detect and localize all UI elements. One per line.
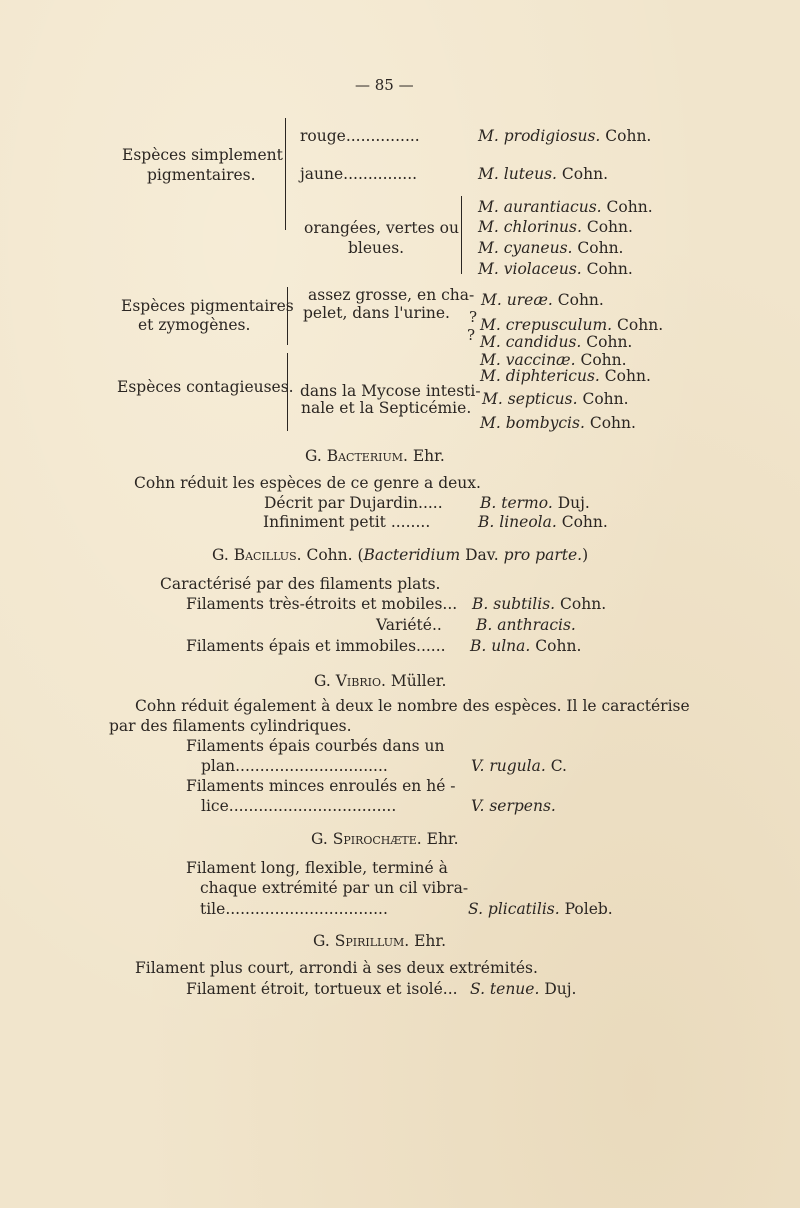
bacillus-row-1-species: B. subtilis. Cohn. xyxy=(472,595,607,613)
heading-spirillum: G. Spirillum. Ehr. xyxy=(313,932,447,950)
group-label-zymo-l1: Espèces pigmentaires xyxy=(121,297,294,315)
question-mark-2: ? xyxy=(467,326,476,344)
bacillus-row-3-species: B. ulna. Cohn. xyxy=(470,637,582,655)
spirochaete-l2: chaque extrémité par un cil vibra- xyxy=(200,879,469,897)
bacterium-row-2-desc: Infiniment petit ........ xyxy=(263,513,431,531)
bacillus-row-2-species: B. anthracis. xyxy=(476,616,576,634)
descriptor-jaune: jaune............... xyxy=(300,165,418,183)
bacterium-row-1-desc: Décrit par Dujardin..... xyxy=(264,494,443,512)
heading-bacillus: G. Bacillus. Cohn. (Bacteridium Dav. pro parte.) xyxy=(212,546,589,564)
group-label-zymo-l2: et zymogènes. xyxy=(138,316,251,334)
bacillus-row-3-desc: Filaments épais et immobiles...... xyxy=(186,637,446,655)
spirillum-desc: Filament étroit, tortueux et isolé... xyxy=(186,980,458,998)
species-bombycis: M. bombycis. Cohn. xyxy=(480,414,636,432)
species-aurantiacus: M. aurantiacus. Cohn. xyxy=(478,198,653,216)
bacillus-row-1-desc: Filaments très-étroits et mobiles... xyxy=(186,595,458,613)
descriptor-mycose-l2: nale et la Septicémie. xyxy=(301,399,472,417)
bacterium-row-1-species: B. termo. Duj. xyxy=(480,494,590,512)
group-label-contag: Espèces contagieuses. xyxy=(117,378,294,396)
brace-right-orange xyxy=(461,196,462,274)
vibrio-row-2-species: V. serpens. xyxy=(471,797,556,815)
vibrio-row-1-l2: plan............................... xyxy=(201,757,388,775)
species-ureae: M. ureæ. Cohn. xyxy=(481,291,604,309)
spirillum-intro: Filament plus court, arrondi à ses deux extrémités. xyxy=(135,959,538,977)
species-luteus: M. luteus. Cohn. xyxy=(478,165,608,183)
descriptor-grosse-l1: assez grosse, en cha- xyxy=(308,286,475,304)
brace-left-zymo xyxy=(287,287,288,345)
vibrio-row-1-l1: Filaments épais courbés dans un xyxy=(186,737,445,755)
spirillum-species: S. tenue. Duj. xyxy=(470,980,577,998)
species-chlorinus: M. chlorinus. Cohn. xyxy=(478,218,633,236)
page-number: — 85 — xyxy=(355,76,414,94)
species-diphtericus: M. diphtericus. Cohn. xyxy=(480,367,651,385)
species-crepusculum: M. crepusculum. Cohn. xyxy=(480,316,664,334)
vibrio-intro-l2: par des filaments cylindriques. xyxy=(109,717,352,735)
descriptor-orange-l2: bleues. xyxy=(348,239,405,257)
descriptor-rouge: rouge............... xyxy=(300,127,420,145)
spirochaete-l3: tile................................. xyxy=(200,900,388,918)
group-label-simple-l2: pigmentaires. xyxy=(147,166,256,184)
bacillus-intro: Caractérisé par des filaments plats. xyxy=(160,575,441,593)
species-vaccinae: M. vaccinæ. Cohn. xyxy=(480,351,627,369)
descriptor-orange-l1: orangées, vertes ou xyxy=(304,219,459,237)
bacterium-row-2-species: B. lineola. Cohn. xyxy=(478,513,608,531)
descriptor-mycose-l1: dans la Mycose intesti- xyxy=(300,382,481,400)
vibrio-row-2-l1: Filaments minces enroulés en hé - xyxy=(186,777,456,795)
question-mark-1: ? xyxy=(469,308,478,326)
bacterium-intro: Cohn réduit les espèces de ce genre a deux. xyxy=(134,474,481,492)
heading-spirochaete: G. Spirochæte. Ehr. xyxy=(311,830,459,848)
species-septicus: M. septicus. Cohn. xyxy=(482,390,629,408)
species-prodigiosus: M. prodigiosus. Cohn. xyxy=(478,127,652,145)
heading-vibrio: G. Vibrio. Müller. xyxy=(314,672,447,690)
spirochaete-l1: Filament long, flexible, terminé à xyxy=(186,859,448,877)
descriptor-grosse-l2: pelet, dans l'urine. xyxy=(303,304,450,322)
group-label-simple-l1: Espèces simplement xyxy=(122,146,283,164)
species-candidus: M. candidus. Cohn. xyxy=(480,333,633,351)
species-violaceus: M. violaceus. Cohn. xyxy=(478,260,633,278)
heading-bacterium: G. Bacterium. Ehr. xyxy=(305,447,445,465)
brace-left-1 xyxy=(285,118,286,230)
species-cyaneus: M. cyaneus. Cohn. xyxy=(478,239,624,257)
bacillus-row-2-desc: Variété.. xyxy=(376,616,442,634)
brace-left-contag xyxy=(287,353,288,431)
spirochaete-species: S. plicatilis. Poleb. xyxy=(468,900,613,918)
vibrio-row-1-species: V. rugula. C. xyxy=(471,757,567,775)
vibrio-intro-l1: Cohn réduit également à deux le nombre des espèces. Il le caractérise xyxy=(135,697,690,715)
vibrio-row-2-l2: lice.................................. xyxy=(201,797,397,815)
